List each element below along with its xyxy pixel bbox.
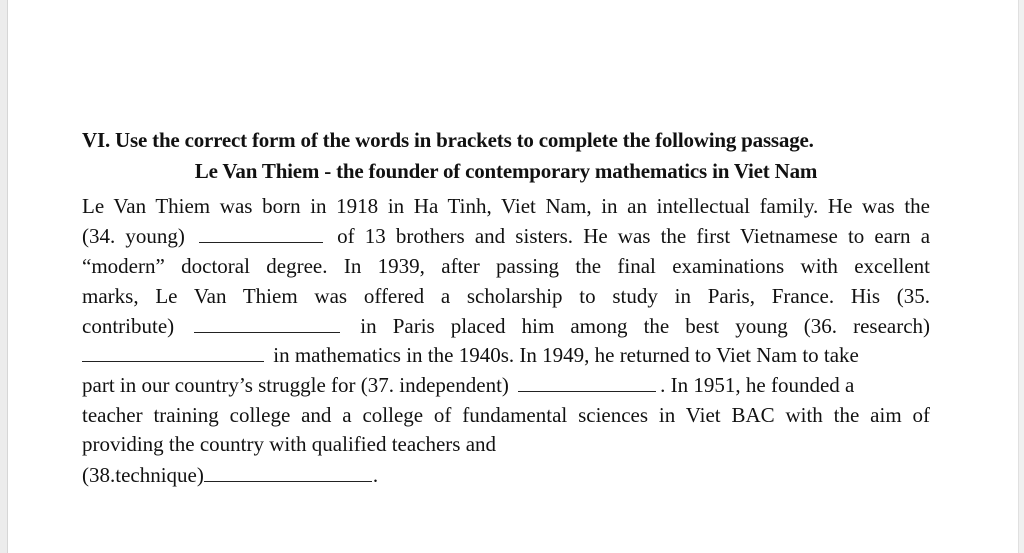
passage-text: providing the country with qualified teachers and <box>82 432 497 456</box>
passage-line-7 <box>82 372 930 398</box>
passage-line-1 <box>82 193 930 219</box>
passage-line-2 <box>82 223 930 249</box>
answer-blank-38[interactable] <box>204 463 372 482</box>
passage-text: teacher training college and a college of fundamental sciences in Viet BAC with the aim of <box>82 403 930 427</box>
passage-text: part in our country’s struggle for (37. independent) <box>82 373 509 397</box>
passage-line-6 <box>82 342 930 368</box>
passage-text: . In 1951, he founded a <box>660 373 855 397</box>
left-window-edge <box>0 0 8 553</box>
passage-text: in mathematics in the 1940s. In 1949, he returned to Viet Nam to take <box>273 343 859 367</box>
passage-line-4 <box>82 283 930 309</box>
passage-text: . <box>372 463 379 487</box>
passage-text: (38.technique) <box>82 463 204 487</box>
passage-line-8 <box>82 402 930 428</box>
answer-blank-37[interactable] <box>518 373 656 392</box>
passage-text: contribute) <box>82 314 175 338</box>
passage-line-3 <box>82 253 930 279</box>
passage-title: Le Van Thiem - the founder of contemporary mathematics in Viet Nam <box>194 159 818 183</box>
answer-blank-35[interactable] <box>194 314 340 333</box>
passage-text: marks, Le Van Thiem was offered a scholarship to study in Paris, France. His (35. <box>82 284 930 308</box>
passage-text: Le Van Thiem was born in 1918 in Ha Tinh, Viet Nam, in an intellectual family. He was the <box>82 194 930 218</box>
passage-line-9 <box>82 431 930 457</box>
passage-text: of 13 brothers and sisters. He was the first Vietnamese to earn a <box>337 224 931 248</box>
answer-blank-36[interactable] <box>82 343 264 362</box>
exercise-heading: VI. Use the correct form of the words in brackets to complete the following passage. <box>82 128 814 152</box>
answer-blank-34[interactable] <box>199 224 323 243</box>
right-window-edge <box>1018 0 1024 553</box>
passage-text: (34. young) <box>82 224 185 248</box>
passage-line-10 <box>82 462 930 488</box>
passage-line-5 <box>82 313 930 339</box>
passage-text: in Paris placed him among the best young (36. research) <box>360 314 931 338</box>
passage-text: “modern” doctoral degree. In 1939, after passing the final examinations with excellent <box>82 254 930 278</box>
